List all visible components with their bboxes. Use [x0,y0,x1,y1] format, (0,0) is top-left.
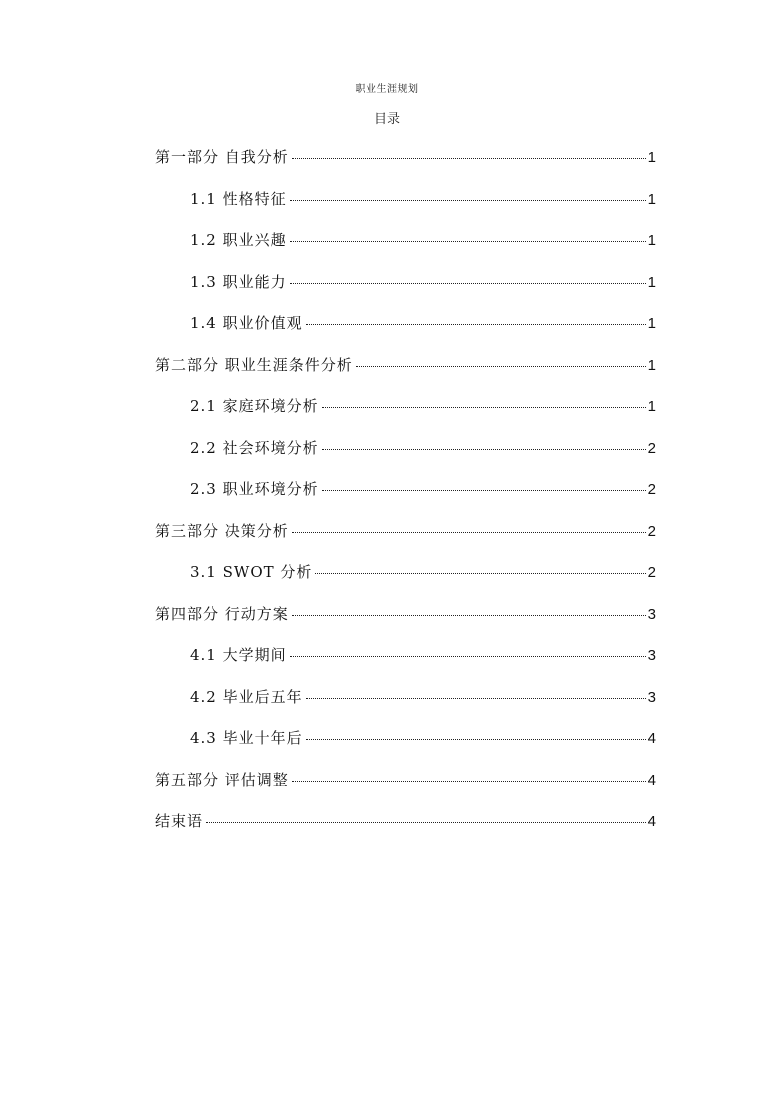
toc-entry-page: 1 [647,149,656,166]
toc-entry-page: 4 [647,771,656,789]
toc-entry-label: 1.3 职业能力 [190,272,287,291]
toc-entry-page: 2 [647,481,656,498]
toc-entry-page: 1 [647,315,656,332]
toc-entry-page: 1 [647,356,656,374]
toc-entry-page: 4 [647,730,656,747]
toc-entry-2-3[interactable] [0,478,774,504]
toc-entry-part2[interactable] [0,354,774,380]
toc-dot-leader [292,615,646,616]
toc-dot-leader [292,781,646,782]
toc-entry-label: 2.2 社会环境分析 [190,438,319,457]
toc-entry-1-2[interactable] [0,229,774,255]
toc-dot-leader [322,407,646,408]
toc-entry-page: 2 [647,564,656,581]
toc-entry-label: 4.1 大学期间 [190,646,287,664]
toc-entry-3-1[interactable] [0,561,774,587]
toc-entry-page: 1 [647,190,656,208]
toc-dot-leader [322,490,646,491]
toc-entry-1-3[interactable] [0,271,774,297]
toc-title: 目录 [373,112,400,127]
toc-entry-part4[interactable] [0,603,774,629]
toc-dot-leader [290,200,646,201]
toc-entry-2-2[interactable] [0,437,774,463]
toc-dot-leader [356,366,646,367]
toc-entry-label: 1.2 职业兴趣 [190,231,287,249]
toc-entry-label: 2.1 家庭环境分析 [190,397,319,415]
toc-entry-label: 1.1 性格特征 [190,189,287,208]
toc-entry-part1[interactable] [0,146,774,172]
toc-entry-page: 1 [647,232,656,249]
page-header-title: 职业生涯规划 [355,84,419,95]
toc-entry-1-4[interactable] [0,312,774,338]
toc-dot-leader [306,324,646,325]
toc-entry-page: 3 [647,688,656,706]
toc-entry-label: 第五部分 评估调整 [155,770,289,789]
toc-dot-leader [322,449,646,450]
toc-entry-label: 1.4 职业价值观 [190,314,303,332]
toc-dot-leader [206,822,646,823]
toc-entry-4-3[interactable] [0,727,774,753]
toc-dot-leader [290,656,646,657]
toc-entry-label: 第三部分 决策分析 [155,521,289,540]
toc-dot-leader [290,283,646,284]
toc-entry-label: 第一部分 自我分析 [155,148,289,166]
toc-entry-label: 4.3 毕业十年后 [190,729,303,747]
toc-entry-page: 3 [647,647,656,664]
toc-entry-4-1[interactable] [0,644,774,670]
toc-entry-part5[interactable] [0,769,774,795]
toc-entry-label: 3.1 SWOT 分析 [190,563,313,581]
toc-entry-label: 第二部分 职业生涯条件分析 [155,355,353,374]
toc-entry-part3[interactable] [0,520,774,546]
toc-entry-page: 3 [647,605,656,623]
toc-dot-leader [315,573,645,574]
toc-entry-page: 4 [647,813,656,830]
toc-entry-label: 第四部分 行动方案 [155,604,289,623]
toc-dot-leader [306,698,646,699]
toc-entry-label: 2.3 职业环境分析 [190,480,319,498]
toc-entry-page: 2 [647,522,656,540]
toc-dot-leader [292,532,646,533]
toc-dot-leader [292,158,646,159]
toc-dot-leader [306,739,646,740]
toc-entry-1-1[interactable] [0,188,774,214]
toc-entry-conclusion[interactable] [0,810,774,836]
toc-entry-4-2[interactable] [0,686,774,712]
toc-dot-leader [290,241,646,242]
toc-entry-page: 1 [647,273,656,291]
toc-entry-label: 结束语 [155,812,204,830]
toc-entry-page: 1 [647,398,656,415]
toc-entry-label: 4.2 毕业后五年 [190,687,303,706]
toc-entry-2-1[interactable] [0,395,774,421]
toc-entry-page: 2 [647,439,656,457]
